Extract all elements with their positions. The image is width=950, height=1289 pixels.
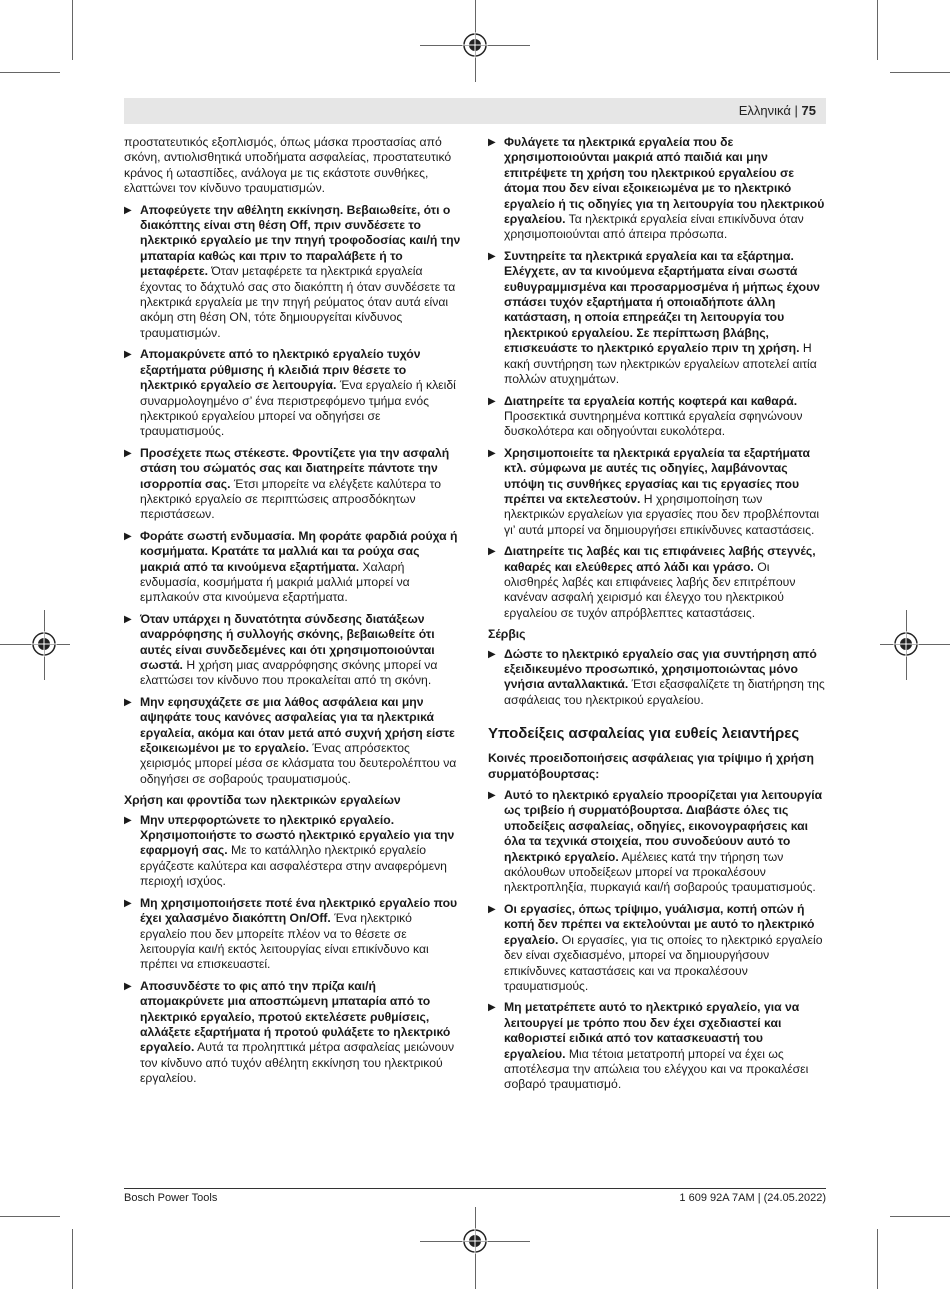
safety-item (488, 135, 825, 243)
crop-mark (0, 72, 60, 73)
item-text: Ένας απρόσεκτος χειρισμός μπορεί μέσα σε κλάσματα του δευτερολέπτου να οδηγήσει σε σοβαρούς τραυματισμούς. (140, 741, 457, 786)
registration-mark-icon (462, 32, 488, 58)
section-heading: Χρήση και φροντίδα των ηλεκτρικών εργαλείων (124, 793, 401, 808)
item-text: Αμέλειες κατά την τήρηση των ακόλουθων υποδείξεων μπορεί να προκαλέσουν ηλεκτροπληξία, πυρκαγιά και/ή σοβαρούς τραυματισμούς. (504, 849, 816, 895)
triangle-right-icon: ▶ (124, 814, 132, 826)
triangle-right-icon: ▶ (124, 897, 132, 909)
triangle-right-icon: ▶ (124, 530, 132, 542)
item-bold: Απομακρύνετε από το ηλεκτρικό εργαλείο τυχόν εξαρτήματα ρύθμισης ή κλειδιά πριν θέσετε το ηλεκτρικό εργαλείο σε λειτουργία. (140, 347, 421, 393)
item-text: Μια τέτοια μετατροπή μπορεί να έχει ως αποτέλεσμα την απώλεια του ελέγχου και να προκαλέσει σοβαρό τραυματισμό. (504, 1046, 809, 1092)
service-heading: Σέρβις (488, 627, 526, 642)
crop-mark (0, 1216, 60, 1217)
item-bold: Οι εργασίες, όπως τρίψιμο, γυάλισμα, κοπή οπών ή κοπή δεν πρέπει να εκτελούνται με αυτό το ηλεκτρικό εργαλείο. (504, 901, 815, 947)
triangle-right-icon: ▶ (488, 447, 496, 459)
item-text: Η κακή συντήρηση των ηλεκτρικών εργαλείων αποτελεί αιτία πολλών ατυχημάτων. (504, 341, 817, 387)
triangle-right-icon: ▶ (124, 613, 132, 625)
triangle-right-icon: ▶ (124, 447, 132, 459)
triangle-right-icon: ▶ (488, 1002, 496, 1014)
safety-item (124, 979, 461, 1087)
safety-item (124, 529, 461, 606)
footer-brand: Bosch Power Tools (124, 1192, 218, 1204)
right-column (488, 135, 825, 1099)
safety-item (124, 813, 461, 890)
intro-paragraph: προστατευτικός εξοπλισμός, όπως μάσκα προστασίας από σκόνη, αντιολισθητικά υποδήματα ασφαλείας, προστατευτικό κράνος ή ωτασπίδες, ανάλογα με τις εκάστοτε συνθήκες, ελαττώνει τον κίνδυνο τραυματισμών. (124, 135, 452, 196)
item-bold: Συντηρείτε τα ηλεκτρικά εργαλεία και τα εξάρτημα. Ελέγχετε, αν τα κινούμενα εξαρτήματα είναι σωστά ευθυγραμμισμένα και προσαρμοσμένα ή μήπως έχουν σπάσει τυχόν εξαρτήματα ή οποιαδήποτε άλλη κατάσταση, η οποία επηρεάζει τη λειτουργία του ηλεκτρικού εργαλείου. Σε περίπτωση βλάβης, επισκευάστε το ηλεκτρικό εργαλείο πριν τη χρήση. (504, 248, 820, 356)
item-bold: Δώστε το ηλεκτρικό εργαλείο σας για συντήρηση από εξειδικευμένο προσωπικό, χρησιμοποιώντας μόνο γνήσια ανταλλακτικά. (504, 646, 817, 692)
safety-item (488, 446, 825, 538)
safety-item (124, 612, 461, 689)
item-bold: Διατηρείτε τα εργαλεία κοπής κοφτερά και καθαρά. (504, 393, 798, 408)
triangle-right-icon: ▶ (124, 349, 132, 361)
footer-divider (124, 1188, 826, 1189)
item-text: Οι ολισθηρές λαβές και επιφάνειες λαβής δεν επιτρέπουν κανέναν ασφαλή χειρισμό και έλεγχο του ηλεκτρικού εργαλείου σε τυχόν απρόβλεπτες καταστάσεις. (504, 559, 796, 620)
crop-mark (877, 1229, 878, 1289)
item-bold: Αυτό το ηλεκτρικό εργαλείο προορίζεται για λειτουργία ως τριβείο ή συρματόβουρτσα. Διαβάστε όλες τις υποδείξεις ασφαλείας, οδηγίες, εικονογραφήσεις και όλα τα τεχνικά στοιχεία, που συνοδεύουν αυτό το ηλεκτρικό εργαλείο. (504, 788, 823, 864)
page-number: 75 (801, 103, 816, 118)
header-language: Ελληνικά (738, 103, 791, 118)
registration-mark-icon (893, 631, 919, 657)
item-bold: Φυλάγετε τα ηλεκτρικά εργαλεία που δε χρησιμοποιούνται μακριά από παιδιά και μην επιτρέψετε τη χρήση του ηλεκτρικού εργαλείου σε άτομα που δεν είναι εξοικειωμένα με το ηλεκτρικό εργαλείο ή τις οδηγίες για τη λειτουργία του ηλεκτρικού εργαλείου. (504, 135, 825, 227)
item-text: Ένα ηλεκτρικό εργαλείο που δεν μπορείτε πλέον να το θέσετε σε λειτουργία και/ή εκτός λειτουργίας είναι επικίνδυνο και πρέπει να επισκευαστεί. (140, 911, 429, 972)
safety-item (488, 1000, 825, 1092)
item-bold: Διατηρείτε τις λαβές και τις επιφάνειες λαβής στεγνές, καθαρές και ελεύθερες από λάδι και γράσο. (504, 544, 816, 574)
crop-mark (72, 1229, 73, 1289)
triangle-right-icon: ▶ (124, 696, 132, 708)
item-text: Προσεκτικά συντηρημένα κοπτικά εργαλεία σφηνώνουν δυσκολότερα και οδηγούνται ευκολότερα. (504, 408, 803, 439)
registration-mark-icon (462, 1228, 488, 1254)
header-label (739, 103, 816, 118)
safety-item (124, 446, 461, 523)
safety-item (124, 203, 461, 342)
section-title: Υποδείξεις ασφαλείας για ευθείς λειαντήρες (488, 725, 800, 743)
header-separator: | (794, 103, 798, 118)
safety-item (488, 394, 825, 440)
crop-mark (877, 0, 878, 60)
item-text: Ένα εργαλείο ή κλειδί συναρμολογημένο σ’ ένα περιστρεφόμενο τμήμα ενός ηλεκτρικού εργαλείου μπορεί να οδηγήσει σε τραυματισμούς. (140, 378, 456, 439)
item-bold: Μην εφησυχάζετε σε μια λάθος ασφάλεια και μην αψηφάτε τους κανόνες ασφαλείας για τα ηλεκτρικά εργαλεία, ακόμα και όταν μετά από συχνή χρήση είστε εξοικειωμένοι με το εργαλείο. (140, 694, 455, 756)
item-text: Οι εργασίες, για τις οποίες το ηλεκτρικό εργαλείο δεν είναι σχεδιασμένο, μπορεί να δημιουργήσουν επικίνδυνες καταστάσεις και να προκαλέσουν τραυματισμούς. (504, 932, 823, 993)
safety-item (488, 544, 825, 621)
item-text: Τα ηλεκτρικά εργαλεία είναι επικίνδυνα όταν χρησιμοποιούνται από άπειρα πρόσωπα. (504, 212, 804, 242)
triangle-right-icon: ▶ (488, 546, 496, 558)
registration-mark-icon (31, 631, 57, 657)
safety-item (488, 647, 825, 709)
page-header (124, 98, 826, 124)
item-bold: Όταν υπάρχει η δυνατότητα σύνδεσης διατάξεων αναρρόφησης ή συλλογής σκόνης, βεβαιωθείτε ότι αυτές είναι συνδεδεμένες και ότι χρησιμοποιούνται σωστά. (140, 611, 435, 672)
crop-mark (72, 0, 73, 60)
safety-item (488, 249, 825, 388)
item-bold: Αποφεύγετε την αθέλητη εκκίνηση. Βεβαιωθείτε, ότι ο διακόπτης είναι στη θέση Off, πριν συνδέσετε το ηλεκτρικό εργαλείο με την πηγή τροφοδοσίας και/ή την μπαταρία καθώς και πριν το παραλάβετε ή το μεταφέρετε. (140, 202, 461, 279)
item-bold: Μην υπερφορτώνετε το ηλεκτρικό εργαλείο. Χρησιμοποιήστε το σωστό ηλεκτρικό εργαλείο για την εφαρμογή σας. (140, 812, 455, 858)
item-text: Χαλαρή ενδυμασία, κοσμήματα ή μακριά μαλλιά μπορεί να εμπλακούν στα κινούμενα εξαρτήματα. (140, 559, 410, 605)
triangle-right-icon: ▶ (488, 250, 496, 262)
safety-item (124, 695, 461, 787)
item-bold: Μη μετατρέπετε αυτό το ηλεκτρικό εργαλείο, για να λειτουργεί με τρόπο που δεν έχει σχεδιαστεί και καθοριστεί ειδικά από τον κατασκευαστή του εργαλείου. (504, 1000, 800, 1061)
crop-mark (890, 1216, 950, 1217)
triangle-right-icon: ▶ (488, 648, 496, 660)
subsection-heading: Κοινές προειδοποιήσεις ασφάλειας για τρίψιμο ή χρήση συρματόβουρτσας: (488, 751, 814, 781)
item-bold: Μη χρησιμοποιήσετε ποτέ ένα ηλεκτρικό εργαλείο που έχει χαλασμένο διακόπτη On/Off. (140, 895, 458, 926)
left-column (124, 135, 461, 1093)
item-text: Έτσι εξασφαλίζετε τη διατήρηση της ασφάλειας του ηλεκτρικού εργαλείου. (504, 677, 825, 707)
item-text: Όταν μεταφέρετε τα ηλεκτρικά εργαλεία έχοντας το δάχτυλό σας στο διακόπτη ή όταν συνδέσετε τα ηλεκτρικά εργαλεία με την πηγή ρεύματος όταν αυτά είναι ακόμη στη θέση ON, τότε δημιουργείται κίνδυνος τραυματισμών. (140, 264, 456, 340)
item-text: Η χρησιμοποίηση των ηλεκτρικών εργαλείων για εργασίες που δεν προβλέπονται γι’ αυτά μπορεί να δημιουργήσει επικίνδυνες καταστάσεις. (504, 491, 820, 537)
item-text: Αυτά τα προληπτικά μέτρα ασφαλείας μειώνουν τον κίνδυνο από τυχόν αθέλητη εκκίνηση του ηλεκτρικού εργαλείου. (140, 1040, 455, 1086)
item-bold: Χρησιμοποιείτε τα ηλεκτρικά εργαλεία τα εξαρτήματα κτλ. σύμφωνα με αυτές τις οδηγίες, λαμβάνοντας υπόψη τις συνθήκες εργασίας και τις εργασίες που πρέπει να εκτελεστούν. (504, 445, 810, 506)
triangle-right-icon: ▶ (488, 903, 496, 915)
safety-item (124, 347, 461, 439)
safety-item (488, 788, 825, 896)
safety-item (488, 902, 825, 994)
item-text: Η χρήση μιας αναρρόφησης σκόνης μπορεί να ελαττώσει τον κίνδυνο που προκαλείται από τη σκόνη. (140, 658, 438, 688)
triangle-right-icon: ▶ (124, 204, 132, 216)
item-bold: Αποσυνδέστε το φις από την πρίζα και/ή απομακρύνετε μια αποσπώμενη μπαταρία από το ηλεκτρικό εργαλείο, προτού εκτελέσετε ρυθμίσεις, αλλάξετε εξαρτήματα ή προτού φυλάξετε το ηλεκτρικό εργαλείο. (140, 978, 451, 1055)
triangle-right-icon: ▶ (124, 980, 132, 992)
triangle-right-icon: ▶ (488, 790, 496, 802)
item-bold: Προσέχετε πως στέκεστε. Φροντίζετε για την ασφαλή στάση του σώματός σας και διατηρείτε πάντοτε την ισορροπία σας. (140, 445, 450, 491)
item-text: Με το κατάλληλο ηλεκτρικό εργαλείο εργάζεστε καλύτερα και ασφαλέστερα στην αναφερόμενη περιοχή ισχύος. (140, 843, 447, 889)
item-text: Έτσι μπορείτε να ελέγξετε καλύτερα το ηλεκτρικό εργαλείο σε περιπτώσεις απροσδόκητων περιστάσεων. (140, 476, 442, 522)
item-bold: Φοράτε σωστή ενδυμασία. Μη φοράτε φαρδιά ρούχα ή κοσμήματα. Κρατάτε τα μαλλιά και τα ρούχα σας μακριά από τα κινούμενα εξαρτήματα. (140, 528, 458, 574)
crop-mark (890, 72, 950, 73)
safety-item (124, 896, 461, 973)
triangle-right-icon: ▶ (488, 137, 496, 148)
footer-doc-id: 1 609 92A 7AM | (24.05.2022) (679, 1192, 826, 1204)
triangle-right-icon: ▶ (488, 395, 496, 407)
